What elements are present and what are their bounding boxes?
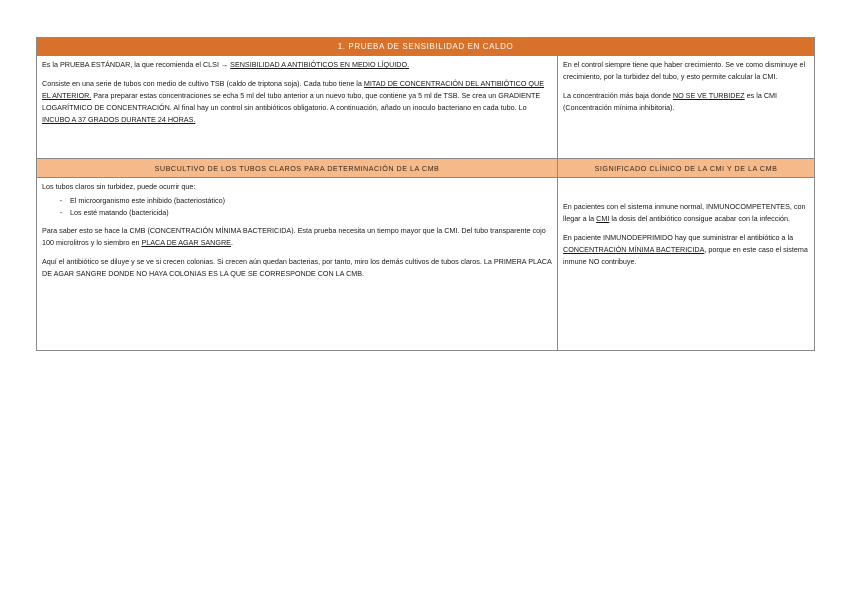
- underlined-text: SENSIBILIDAD A ANTIBIÓTICOS EN MEDIO LÍQUIDO.: [230, 60, 410, 69]
- text: Para preparar estas concentraciones se echa 5 ml del tubo anterior a un nuevo tubo, que contiene ya 5 ml de TSB. Se crea un GRADIENTE LOGARÍTMICO DE CONCENTRACIÓN. Al final hay un control sin antibióticos obligatorio. A continuación, añado un inoculo bacteriano en cada tubo. Lo: [42, 91, 541, 112]
- section2-header-row: [37, 158, 814, 178]
- underlined-text: MITAD DE CONCENTRACIÓN DEL ANTIBIÓTICO QUE EL ANTERIOR.: [42, 79, 545, 100]
- underlined-text: CMI: [596, 214, 610, 223]
- paragraph: [563, 90, 809, 114]
- list-item: - Los esté matando (bactericida): [68, 207, 552, 219]
- paragraph: [563, 201, 809, 225]
- paragraph: [42, 59, 552, 71]
- text: Es la PRUEBA ESTÁNDAR, la que recomienda el CLSI →: [42, 60, 231, 69]
- text: es la CMI (Concentración mínima inhibitoria).: [563, 91, 778, 112]
- text: Consiste en una serie de tubos con medio de cultivo TSB (caldo de triptona soja). Cada tubo tiene la: [42, 79, 364, 88]
- text: En paciente INMUNODEPRIMIDO hay que suministrar el antibiótico a la: [563, 233, 794, 242]
- text: .: [230, 238, 233, 247]
- text: la dosis del antibiótico consigue acabar con la infección.: [609, 214, 790, 223]
- subsection-title-right: SIGNIFICADO CLÍNICO DE LA CMI Y DE LA CMB: [558, 158, 814, 178]
- section1-right-cell: [558, 56, 814, 158]
- text: La concentración más baja donde: [563, 91, 673, 100]
- paragraph: [42, 78, 552, 126]
- text: En pacientes con el sistema inmune normal, INMUNOCOMPETENTES, con llegar a la: [563, 202, 806, 223]
- list-item: - El microorganismo este inhibido (bacteriostático): [68, 195, 552, 207]
- text: Para saber esto se hace la CMB (CONCENTRACIÓN MÍNIMA BACTERICIDA). Esta prueba necesita un tiempo mayor que la CMI. Del tubo transparente cojo 100 microlitros y lo siembro en: [42, 226, 546, 247]
- content-table: [36, 37, 815, 351]
- bullet-list: [42, 195, 552, 219]
- paragraph: Aquí el antibiótico se diluye y se ve si crecen colonias. Si crecen aún quedan bacterias, por tanto, miro los demás cultivos de tubos claros. La PRIMERA PLACA DE AGAR SANGRE DONDE NO HAYA COLONIAS ES LA QUE SE CORRESPONDE CON LA CMB.: [42, 257, 552, 278]
- text: , porque en este caso el sistema inmune NO contribuye.: [563, 245, 808, 266]
- underlined-text: NO SE VE TURBIDEZ: [672, 91, 745, 100]
- subsection-title-left: SUBCULTIVO DE LOS TUBOS CLAROS PARA DETERMINACIÓN DE LA CMB: [37, 158, 558, 178]
- underlined-text: PLACA DE AGAR SANGRE: [141, 238, 231, 247]
- paragraph: [563, 232, 809, 268]
- section2-right-cell: [558, 178, 814, 350]
- section1-row: [37, 56, 814, 158]
- section2-row: [37, 178, 814, 350]
- paragraph: [42, 225, 552, 249]
- section-title: 1. PRUEBA DE SENSIBILIDAD EN CALDO: [37, 38, 814, 56]
- underlined-text: INCUBO A 37 GRADOS DURANTE 24 HORAS.: [42, 115, 196, 124]
- paragraph: En el control siempre tiene que haber crecimiento. Se ve como disminuye el crecimiento, por la turbidez del tubo, y esto permite calcular la CMI.: [563, 60, 806, 81]
- underlined-text: CONCENTRACIÓN MÍNIMA BACTERICIDA: [563, 245, 705, 254]
- paragraph: Los tubos claros sin turbidez, puede ocurrir que:: [42, 182, 196, 191]
- section2-left-cell: [37, 178, 558, 350]
- section1-left-cell: [37, 56, 558, 158]
